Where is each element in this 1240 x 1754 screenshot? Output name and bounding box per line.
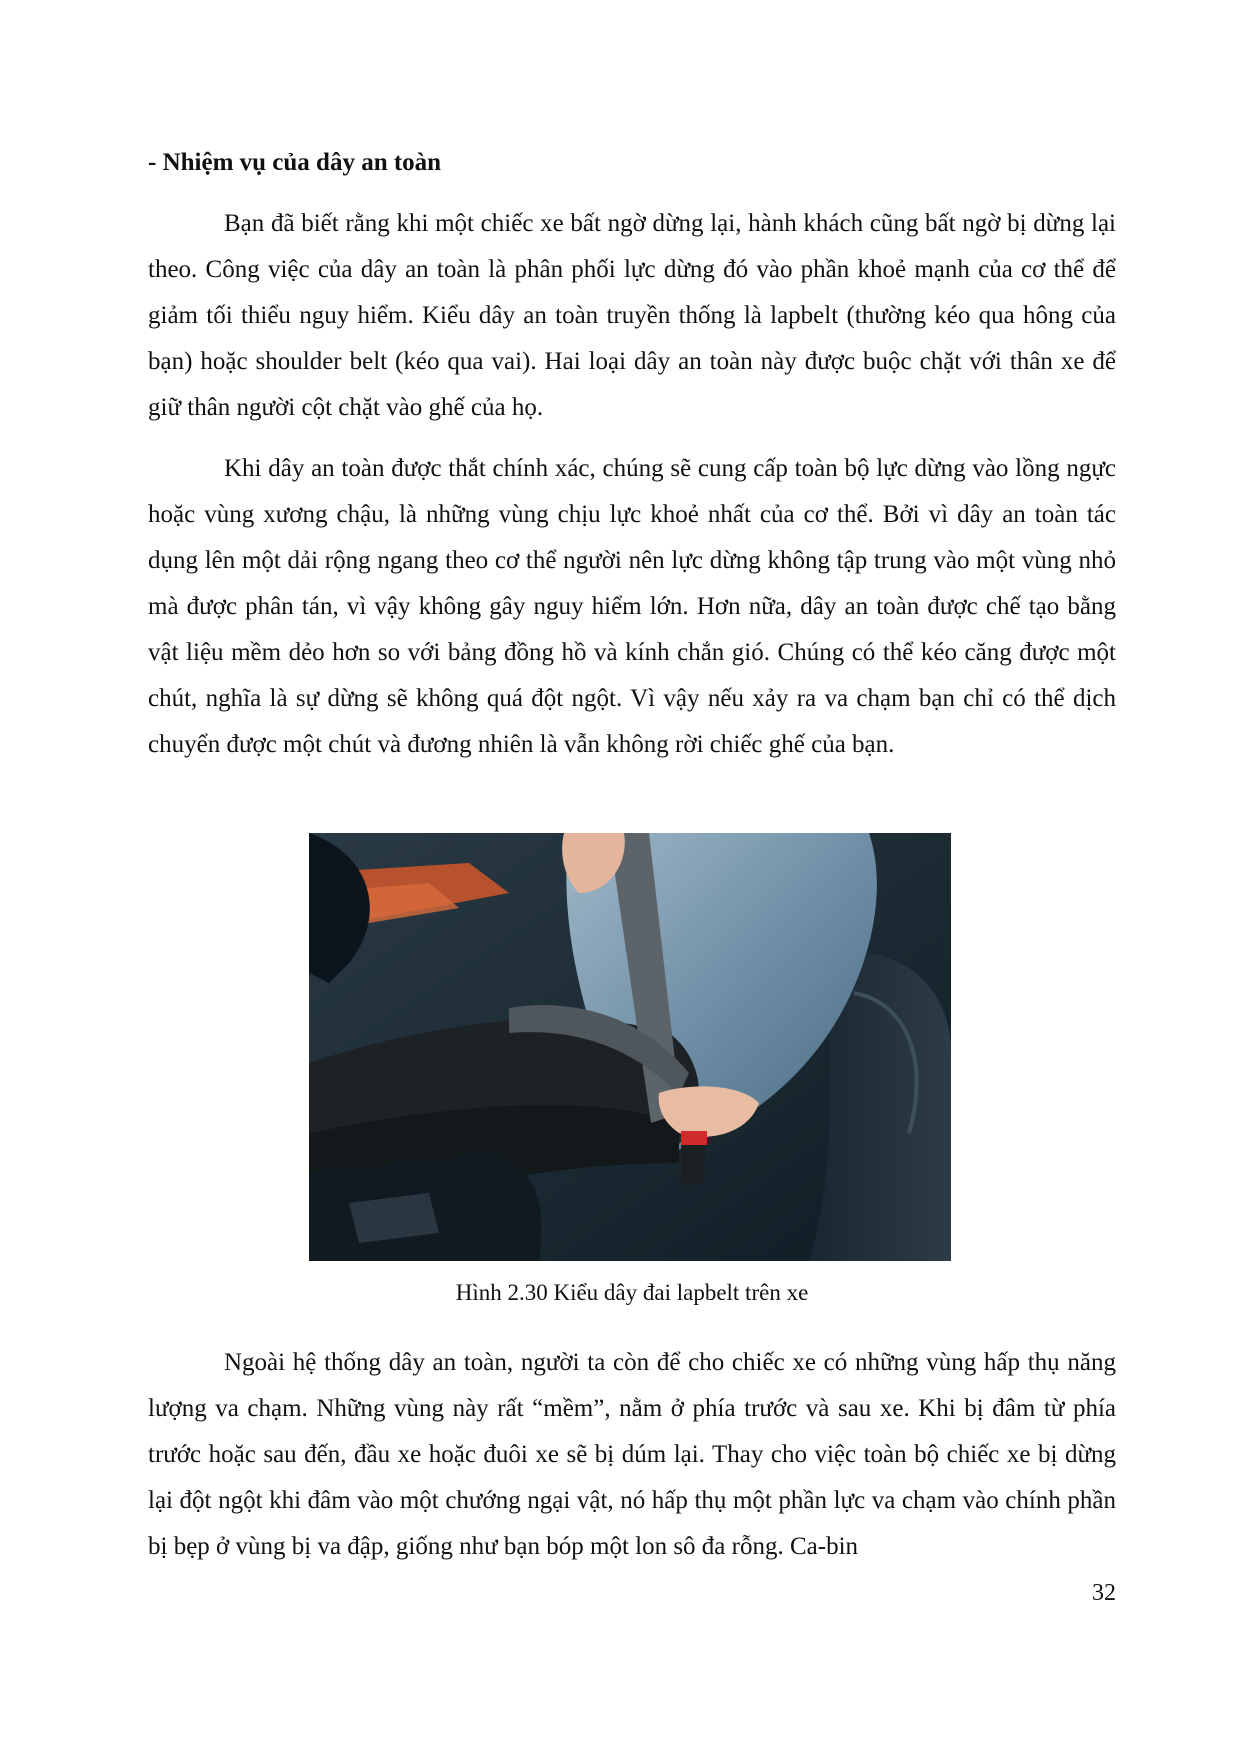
figure-caption: Hình 2.30 Kiểu dây đai lapbelt trên xe [455,1280,809,1305]
paragraph-seatbelt-function: Bạn đã biết rằng khi một chiếc xe bất ngờ dừng lại, hành khách cũng bất ngờ bị dừng lại theo. Công việc của dây an toàn là phân phối lực dừng đó vào phần khoẻ mạnh của cơ thể để giảm tối thiểu nguy hiểm. Kiểu dây an toàn truyền thống là lapbelt (thường kéo qua hông của bạn) hoặc shoulder belt (kéo qua vai). Hai loại dây an toàn này được buộc chặt với thân xe để giữ thân người cột chặt vào ghế của họ. [148,210,1116,421]
paragraph-crumple-zones: Ngoài hệ thống dây an toàn, người ta còn để cho chiếc xe có những vùng hấp thụ năng lượng va chạm. Những vùng này rất “mềm”, nằm ở phía trước và sau xe. Khi bị đâm từ phía trước hoặc sau đến, đầu xe hoặc đuôi xe sẽ bị dúm lại. Thay cho việc toàn bộ chiếc xe bị dừng lại đột ngột khi đâm vào một chướng ngại vật, nó hấp thụ một phần lực va chạm vào chính phần bị bẹp ở vùng bị va đập, giống như bạn bóp một lon sô đa rỗng. Ca-bin [148,1349,1116,1560]
seatbelt-photo-illustration [309,833,951,1261]
paragraph-seatbelt-force: Khi dây an toàn được thắt chính xác, chúng sẽ cung cấp toàn bộ lực dừng vào lồng ngực hoặc vùng xương chậu, là những vùng chịu lực khoẻ nhất của cơ thể. Bởi vì dây an toàn tác dụng lên một dải rộng ngang theo cơ thể người nên lực dừng không tập trung vào một vùng nhỏ mà được phân tán, vì vậy không gây nguy hiểm lớn. Hơn nữa, dây an toàn được chế tạo bằng vật liệu mềm dẻo hơn so với bảng đồng hồ và kính chắn gió. Chúng có thể kéo căng được một chút, nghĩa là sự dừng sẽ không quá đột ngột. Vì vậy nếu xảy ra va chạm bạn chỉ có thể dịch chuyển được một chút và đương nhiên là vẫn không rời chiếc ghế của bạn. [148,455,1116,758]
section-heading: - Nhiệm vụ của dây an toàn [148,149,442,176]
page-number: 32 [1092,1580,1116,1606]
figure-lapbelt-photo [309,833,951,1261]
